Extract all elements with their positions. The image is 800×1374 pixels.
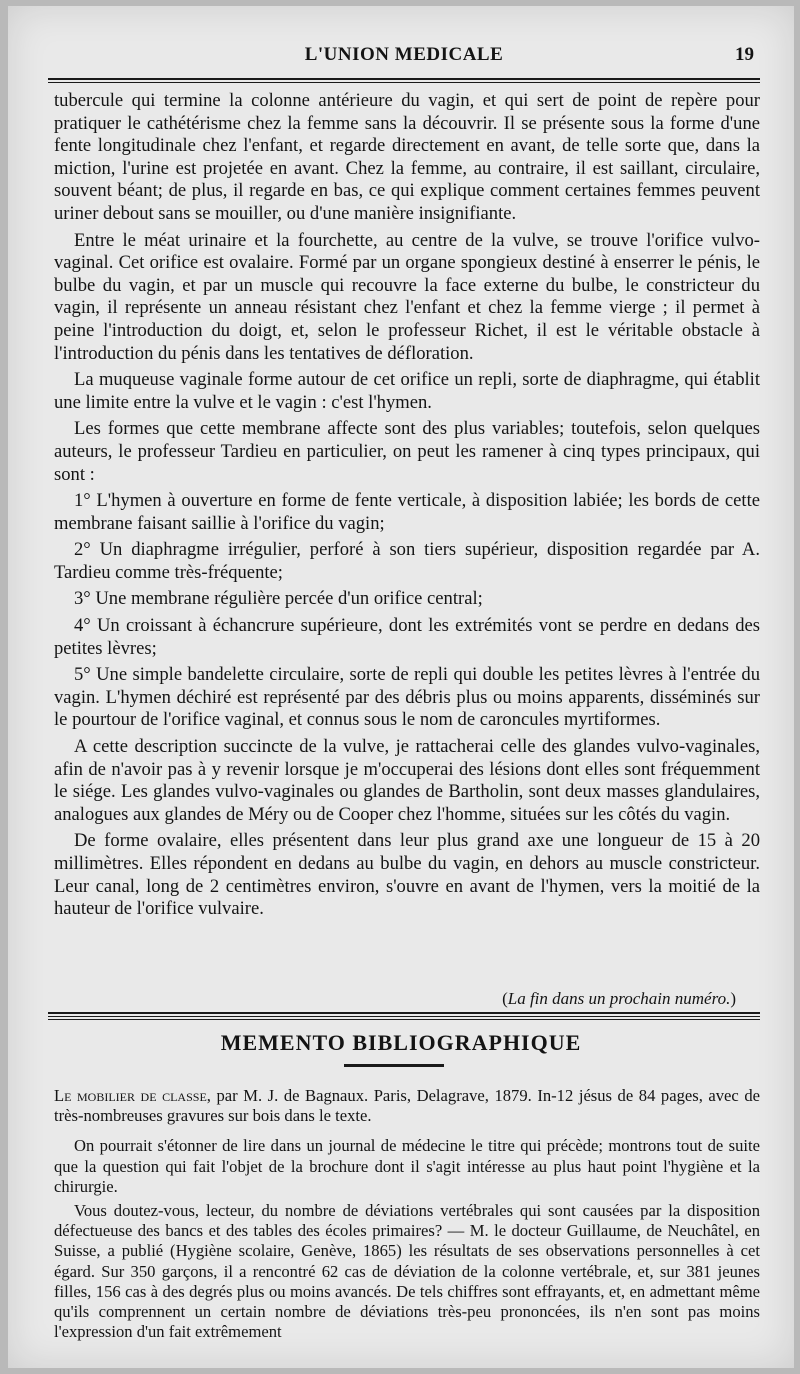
list-item: 1° L'hymen à ouverture en forme de fente verticale, à disposition labiée; les bords de cette membrane faisant saillie à l'orifice du vagin; xyxy=(54,490,760,534)
article-body xyxy=(54,90,760,925)
section-title: MEMENTO BIBLIOGRAPHIQUE xyxy=(220,1030,582,1055)
section-rule-thin-2 xyxy=(48,1019,760,1020)
paragraph: La muqueuse vaginale forme autour de cet orifice un repli, sorte de diaphragme, qui établit une limite entre la vulve et le vagin : c'est l'hymen. xyxy=(54,369,760,413)
continuation-text: La fin dans un prochain numéro. xyxy=(507,989,731,1008)
list-item: 4° Un croissant à échancrure supérieure, dont les extrémités vont se perdre en dedans des petites lèvres; xyxy=(54,615,760,659)
title-underline xyxy=(344,1064,444,1067)
paragraph: A cette description succincte de la vulve, je rattacherai celle des glandes vulvo-vaginales, afin de n'avoir pas à y revenir lorsque je m'occuperai des lésions dont elles sont fréquemment le siége. Les glandes vulvo-vaginales ou glandes de Bartholin, sont deux masses glandulaires, analogues aux glandes de Méry ou de Cooper chez l'homme, situées sur les côtés du vagin. xyxy=(54,736,760,825)
list-item: 2° Un diaphragme irrégulier, perforé à son tiers supérieur, disposition regardée par A. Tardieu comme très-fréquente; xyxy=(54,539,760,583)
header-rule-thin xyxy=(48,82,760,83)
page-sheet xyxy=(8,6,794,1368)
bibliography-reference xyxy=(54,1086,760,1126)
paragraph: Entre le méat urinaire et la fourchette, au centre de la vulve, se trouve l'orifice vulvo-vaginal. Cet orifice est ovalaire. Formé par un organe spongieux destiné à enserrer le pénis, le bulbe du vagin, et par un muscle qui recouvre la face externe du bulbe, le constricteur du vagin, il représente un anneau résistant chez l'enfant et chez la femme vierge ; il permet à peine l'introduction du doigt, et, selon le professeur Richet, il est le véritable obstacle à l'introduction du pénis dans les tentatives de défloration. xyxy=(54,229,760,364)
list-item: 3° Une membrane régulière percée d'un orifice central; xyxy=(74,588,483,610)
paragraph: tubercule qui termine la colonne antérieure du vagin, et qui sert de point de repère pour pratiquer le cathétérisme chez la femme sans la découvrir. Il se présente sous la forme d'une fente longitudinale chez l'enfant, et regarde directement en avant, de telle sorte que, dans la miction, l'urine est projetée en avant. Chez la femme, au contraire, il est saillant, circulaire, souvent béant; de plus, il regarde en bas, ce qui explique comment certaines femmes peuvent uriner debout sans se mouiller, ou d'une manière insignifiante. xyxy=(54,90,760,224)
header-rule-thick xyxy=(48,78,760,80)
continuation-note xyxy=(502,989,736,1009)
paragraph: De forme ovalaire, elles présentent dans leur plus grand axe une longueur de 15 à 20 millimètres. Elles répondent en dedans au bulbe du vagin, en dehors au muscle constricteur. Leur canal, long de 2 centimètres environ, s'ouvre en avant de l'hymen, vers la moitié de la hauteur de l'orifice vulvaire. xyxy=(54,830,760,920)
continuation-open: ( xyxy=(502,989,508,1008)
reference-details: , par M. J. de Bagnaux. Paris, Delagrave, 1879. In-12 jésus de 84 pages, avec de très-nombreuses gravures sur bois dans le texte. xyxy=(54,1086,760,1126)
section-rule-thin xyxy=(48,1016,760,1017)
continuation-close: ) xyxy=(730,989,736,1008)
list-item: 5° Une simple bandelette circulaire, sorte de repli qui double les petites lèvres à l'entrée du vagin. L'hymen déchiré est représenté par des débris plus ou moins apparents, disséminés sur le pourtour de l'orifice vaginal, et connus sous le nom de caroncules myrtiformes. xyxy=(54,664,760,731)
reference-title: Le mobilier de classe xyxy=(54,1086,207,1105)
running-title: L'UNION MEDICALE xyxy=(304,44,504,65)
paragraph: On pourrait s'étonner de lire dans un journal de médecine le titre qui précède; montrons tout de suite que la question qui fait l'objet de la brochure dont il s'agit intéresse au plus haut point l'hygiène et la chirurgie. xyxy=(54,1136,760,1196)
page-number: 19 xyxy=(735,44,754,65)
paragraph: Vous doutez-vous, lecteur, du nombre de déviations vertébrales qui sont causées par la disposition défectueuse des bancs et des tables des écoles primaires? — M. le docteur Guillaume, de Neuchâtel, en Suisse, a publié (Hygiène scolaire, Genève, 1865) les résultats de ses observations personnelles à cet égard. Sur 350 garçons, il a rencontré 62 cas de déviation de la colonne vertébrale, et, sur 381 jeunes filles, 156 cas à des degrés plus ou moins avancés. De tels chiffres sont effrayants, et, en admettant même qu'ils comprennent un certain nombre de déviations très-peu prononcées, ils n'en sont pas moins l'expression d'un fait extrêmement xyxy=(54,1201,760,1342)
paragraph: Les formes que cette membrane affecte sont des plus variables; toutefois, selon quelques auteurs, le professeur Tardieu en particulier, on peut les ramener à cinq types principaux, qui sont : xyxy=(54,418,760,485)
bibliography-section xyxy=(54,1086,760,1346)
section-rule-thick xyxy=(48,1012,760,1014)
